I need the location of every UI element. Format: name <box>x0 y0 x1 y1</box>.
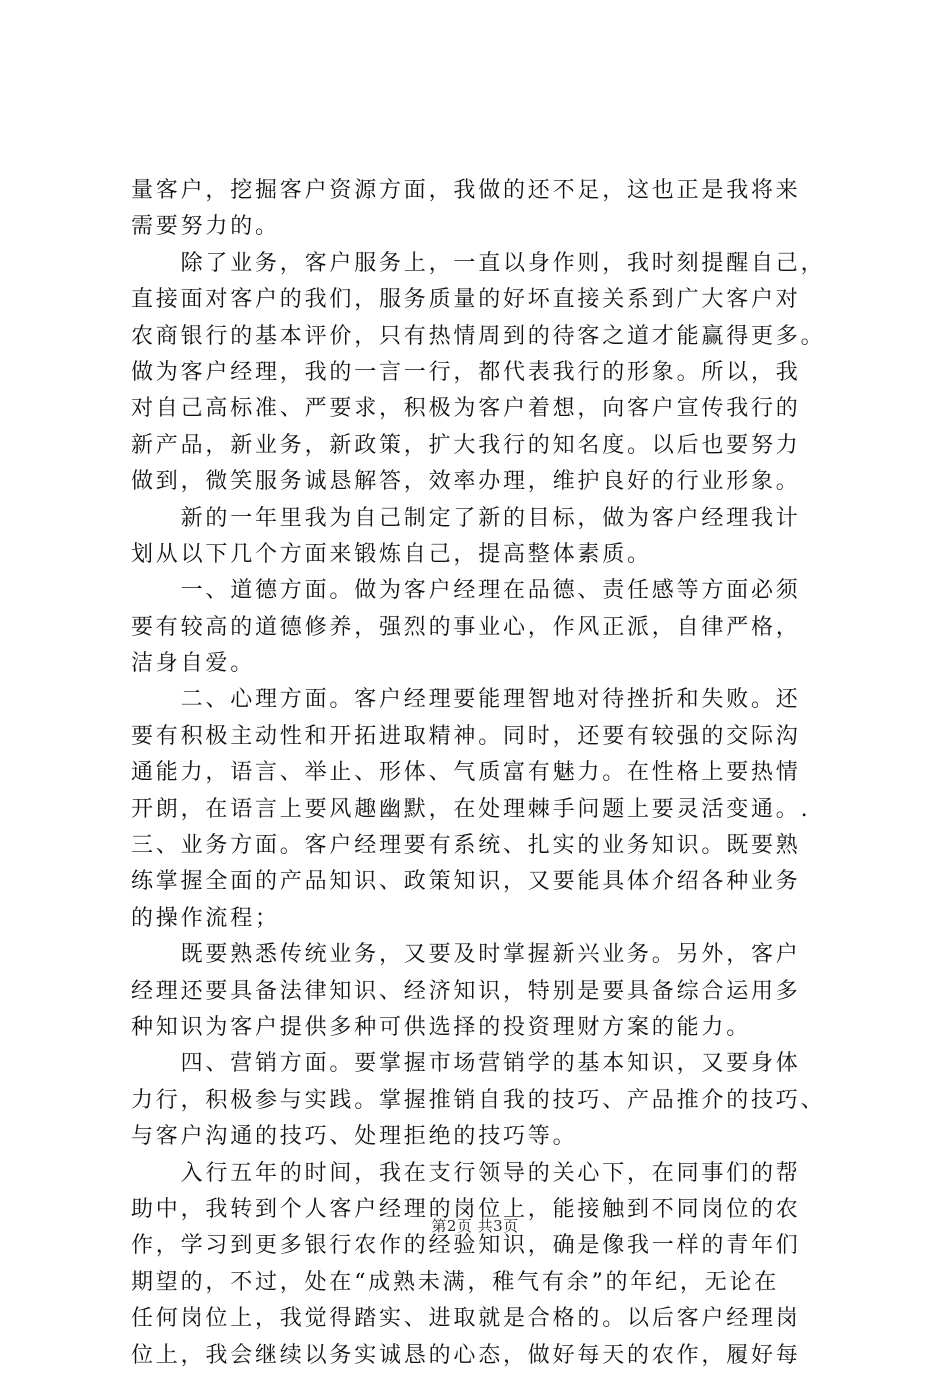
text-line: 直接面对客户的我们，服务质量的好坏直接关系到广大客户对 <box>131 287 801 313</box>
text-line: 的操作流程； <box>131 905 280 931</box>
text-line: 力行，积极参与实践。掌握推销自我的技巧、产品推介的技巧、 <box>131 1087 826 1113</box>
text-line: 除了业务，客户服务上，一直以身作则，我时刻提醒自己， <box>131 250 826 276</box>
text-line: 期望的，不过，处在“成熟未满，稚气有余”的年纪，无论在 <box>131 1269 780 1295</box>
text-line: 要有积极主动性和开拓进取精神。同时，还要有较强的交际沟 <box>131 723 801 749</box>
text-line: 通能力，语言、举止、形体、气质富有魅力。在性格上要热情 <box>131 760 801 786</box>
text-line: 助中，我转到个人客户经理的岗位上，能接触到不同岗位的农 <box>131 1196 801 1222</box>
text-line: 新产品，新业务，新政策，扩大我行的知名度。以后也要努力 <box>131 432 801 458</box>
text-line: 练掌握全面的产品知识、政策知识，又要能具体介绍各种业务 <box>131 869 801 895</box>
text-line: 洁身自爱。 <box>131 651 256 677</box>
text-line: 做为客户经理，我的一言一行，都代表我行的形象。所以，我 <box>131 359 801 385</box>
text-line: 位上，我会继续以务实诚恳的心态，做好每天的农作，履好每 <box>131 1342 801 1368</box>
text-line: 作，学习到更多银行农作的经验知识，确是像我一样的青年们 <box>131 1233 801 1259</box>
text-line: 三、业务方面。客户经理要有系统、扎实的业务知识。既要熟 <box>131 833 801 859</box>
text-line: 与客户沟通的技巧、处理拒绝的技巧等。 <box>131 1124 578 1150</box>
text-line: 二、心理方面。客户经理要能理智地对待挫折和失败。还 <box>131 687 801 713</box>
text-line: 种知识为客户提供多种可供选择的投资理财方案的能力。 <box>131 1014 752 1040</box>
text-line: 一、道德方面。做为客户经理在品德、责任感等方面必须 <box>131 578 801 604</box>
text-line: 要有较高的道德修养，强烈的事业心，作风正派，自律严格， <box>131 614 801 640</box>
text-line: 既要熟悉传统业务，又要及时掌握新兴业务。另外，客户 <box>131 942 801 968</box>
text-line: 新的一年里我为自己制定了新的目标，做为客户经理我计 <box>131 505 801 531</box>
text-line: 农商银行的基本评价，只有热情周到的待客之道才能赢得更多。 <box>131 323 826 349</box>
text-line: 入行五年的时间，我在支行领导的关心下，在同事们的帮 <box>131 1160 801 1186</box>
text-line: 四、营销方面。要掌握市场营销学的基本知识，又要身体 <box>131 1051 801 1077</box>
body-text <box>131 173 831 1374</box>
text-line: 量客户，挖掘客户资源方面，我做的还不足，这也正是我将来 <box>131 178 801 203</box>
text-line: 开朗，在语言上要风趣幽默，在处理棘手问题上要灵活变通。. <box>131 796 811 822</box>
text-line: 需要努力的。 <box>131 214 280 240</box>
text-line: 划从以下几个方面来锻炼自己，提高整体素质。 <box>131 541 652 567</box>
text-line: 做到，微笑服务诚恳解答，效率办理，维护良好的行业形象。 <box>131 469 801 495</box>
text-line: 经理还要具备法律知识、经济知识，特别是要具备综合运用多 <box>131 978 801 1004</box>
page-number-footer: 第2页 共3页 <box>431 1217 519 1235</box>
text-line: 任何岗位上，我觉得踏实、进取就是合格的。以后客户经理岗 <box>131 1306 801 1332</box>
text-line: 对自己高标准、严要求，积极为客户着想，向客户宣传我行的 <box>131 396 801 422</box>
